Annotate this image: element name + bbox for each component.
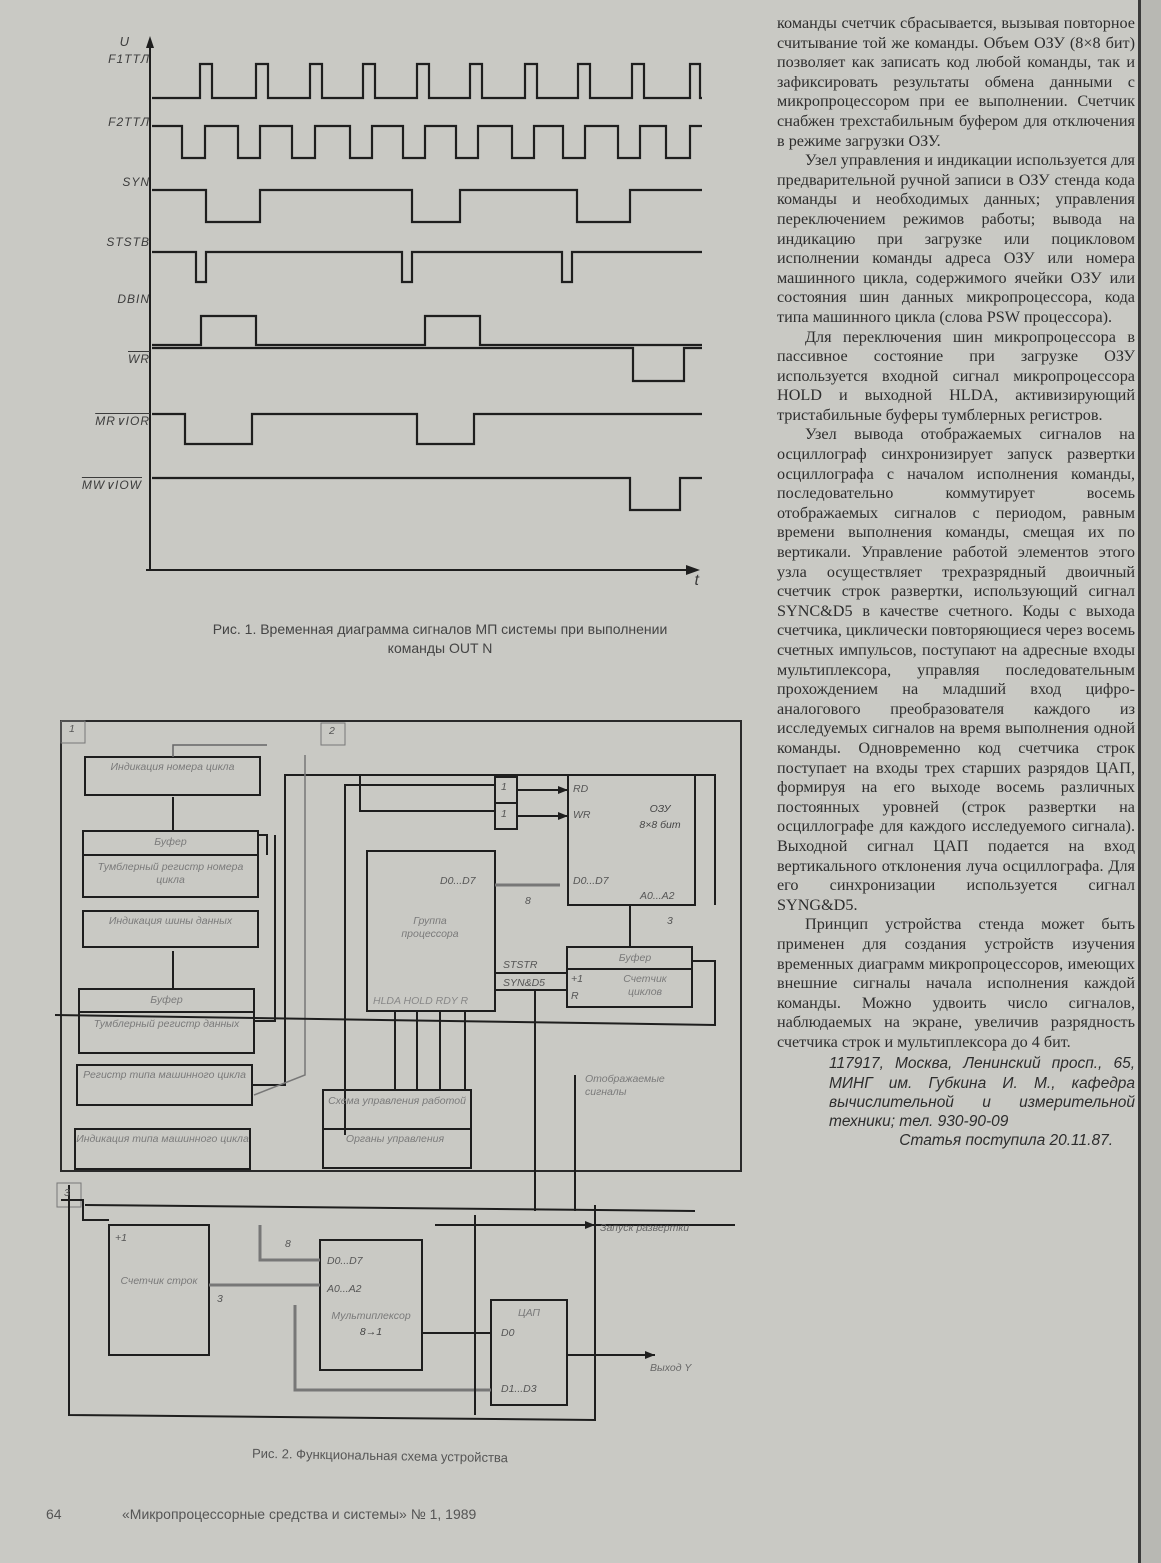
pin-label: +1 bbox=[571, 973, 583, 985]
block-label: Буфер bbox=[618, 952, 652, 964]
received-date: Статья поступила 20.11.87. bbox=[899, 1132, 1113, 1150]
paragraph: Принцип устройства стенда может быть применен для создания устройств изучения временных диаграмм микропроцессоров, имеющих внешние сигналы начала исполнения каждой команды. Можно удвоить число сигналов, наблюдаемых на экране, увеличив разрядность счетчика строк и мультиплексора до 4 бит. bbox=[777, 915, 1135, 1051]
block-label: Группа процессора bbox=[401, 915, 459, 940]
pin-label: R bbox=[571, 990, 579, 1002]
signal-label: DBIN bbox=[117, 292, 150, 306]
wave-mwiow bbox=[152, 478, 702, 510]
pin-label: A0...A2 bbox=[327, 1283, 362, 1295]
block-label: Индикация шины данных bbox=[108, 915, 233, 927]
pin-label: +1 bbox=[115, 1232, 127, 1244]
pin-label: A0...A2 bbox=[640, 890, 675, 902]
pin-label: D1...D3 bbox=[501, 1383, 537, 1395]
block-label: 8→1 bbox=[359, 1326, 383, 1338]
block-label: Регистр типа машинного цикла bbox=[83, 1069, 246, 1081]
wave-mrior bbox=[152, 414, 702, 444]
figure-2-caption: Рис. 2. Функциональная схема устройства bbox=[251, 1445, 509, 1466]
output-y-label: Выход Y bbox=[650, 1362, 692, 1374]
signal-label: MW∨IOW bbox=[81, 478, 142, 492]
pin-label: 1 bbox=[501, 808, 507, 820]
figure-1-caption-line-1: Рис. 1. Временная диаграмма сигналов МП системы при выполнении bbox=[212, 621, 668, 637]
pin-label: 8 bbox=[525, 895, 531, 907]
pin-label: HLDA HOLD RDY R bbox=[373, 995, 469, 1007]
wave-wr bbox=[152, 348, 702, 381]
block-label: Тумблерный регистр данных bbox=[93, 1018, 240, 1030]
pin-label: RD bbox=[573, 783, 589, 795]
pin-label: STSTR bbox=[503, 959, 538, 971]
block-row-counter bbox=[109, 1225, 209, 1355]
section-number: 2 bbox=[329, 725, 335, 737]
figure-2-block-diagram bbox=[55, 715, 755, 1435]
timing-diagram-svg bbox=[60, 30, 750, 590]
block-label: Счетчик циклов bbox=[623, 973, 667, 998]
signal-label: SYN bbox=[122, 175, 150, 189]
wave-syn bbox=[152, 190, 702, 222]
paragraph: команды счетчик сбрасывается, вызывая повторное считывание той же команды. Объем ОЗУ (8×8 бит) позволяет как записать код любой команды, так и зафиксировать результаты обмена данными с микропроцессором при ее выполнении. Счетчик снабжен трехстабильным буфером для отключения в режиме загрузки ОЗУ. bbox=[777, 14, 1135, 150]
block-label: Буфер bbox=[150, 994, 183, 1006]
y-axis-arrow-icon bbox=[146, 36, 154, 48]
signal-label: F1TTЛ bbox=[108, 52, 150, 66]
block-label: Отображаемые сигналы bbox=[585, 1073, 665, 1098]
author-address: 117917, Москва, Ленинский просп., 65, МИНГ им. Губкина И. М., кафедра вычислительной и измерительной техники; тел. 930-90-09 bbox=[829, 1055, 1135, 1131]
sweep-arrow-icon bbox=[585, 1221, 595, 1229]
pin-label: 1 bbox=[501, 781, 507, 793]
paragraph: Узел управления и индикации используется для предварительной ручной записи в ОЗУ стенда кода команды и необходимых данных; управления переключением режимов работы; вывода на индикацию при загрузке или поцикловом исполнении команды адреса ОЗУ или номера машинного цикла, содержимого ячейки ОЗУ или состояния шин данных микропроцессора, кода типа машинного цикла (слова PSW процессора). bbox=[777, 151, 1135, 326]
block-label: Буфер bbox=[154, 836, 187, 848]
signal-label: $\overline{WR}$ bbox=[128, 352, 150, 366]
wave-ststb bbox=[152, 252, 702, 282]
article-text-column bbox=[777, 14, 1135, 1151]
page-gutter-shadow bbox=[1141, 0, 1161, 1563]
pin-label: WR bbox=[573, 809, 591, 821]
x-axis-label: t bbox=[694, 572, 700, 589]
figure-1-caption bbox=[120, 620, 760, 658]
figure-1-timing-diagram bbox=[60, 30, 750, 590]
block-label: Индикация типа машинного цикла bbox=[76, 1133, 249, 1145]
paragraph: Для переключения шин микропроцессора в пассивное состояние при загрузке ОЗУ используется входной сигнал микропроцессора HOLD и выходной HLDA, активизирующий тристабильные буферы тумблерных регистров. bbox=[777, 327, 1135, 424]
block-label: Органы управления bbox=[345, 1133, 445, 1145]
block-label: 8×8 бит bbox=[639, 819, 681, 831]
pin-label: D0 bbox=[501, 1327, 515, 1339]
wave-f1 bbox=[152, 64, 702, 98]
sweep-trigger-label: Запуск развертки bbox=[600, 1222, 690, 1234]
signal-label: F2TTЛ bbox=[108, 115, 150, 129]
pin-label: 3 bbox=[217, 1293, 223, 1305]
section-number: 3 bbox=[64, 1187, 70, 1199]
pin-label: D0...D7 bbox=[440, 875, 476, 887]
wr-arrow-icon bbox=[558, 812, 568, 820]
block-label: ЦАП bbox=[517, 1307, 540, 1319]
rd-arrow-icon bbox=[558, 786, 568, 794]
block-label: Счетчик строк bbox=[120, 1275, 198, 1287]
y-axis-label: U bbox=[119, 34, 130, 49]
block-label: Тумблерный регистр номера цикла bbox=[97, 861, 244, 886]
figure-1-caption-line-2: команды OUT N bbox=[387, 640, 493, 656]
block-label: Индикация номера цикла bbox=[110, 761, 235, 773]
pin-label: SYN&D5 bbox=[503, 977, 546, 989]
journal-footer: «Микропроцессорные средства и системы» № 1, 1989 bbox=[122, 1506, 477, 1522]
paragraph: Узел вывода отображаемых сигналов на осциллограф синхронизирует запуск развертки осциллографа с началом исполнения команды, последовательно коммутирует восемь отображаемых сигналов с периодом, равным времени выполнения команды, смещая их по вертикали. Управление работой элементов этого узла осуществляет трехразрядный двоичный счетчик строк развертки, использующий сигнал SYNC&D5 в качестве счетного. Коды с выхода счетчика, циклически повторяющиеся через восемь счетных импульсов, поступают на адресные входы мультиплексора, управляя последовательным прохождением на младший вход цифро-аналогового преобразователя каждого из исследуемых сигналов на время выполнения одной команды. Одновременно код счетчика строк поступает на входы трех старших разрядов ЦАП, формируя на его выходе восемь различных постоянных уровней (строк развертки на осциллографе для каждого исследуемого сигнала). Выходной сигнал ЦАП подается на вход вертикального отклонения луча осциллографа. Для его синхронизации используется сигнал SYNG&D5. bbox=[777, 425, 1135, 914]
pin-label: 8 bbox=[285, 1238, 291, 1250]
out-y-arrow-icon bbox=[645, 1351, 655, 1359]
wave-f2 bbox=[152, 126, 702, 158]
block-label: Мультиплексор bbox=[331, 1310, 411, 1322]
signal-label: MR∨IOR bbox=[95, 414, 150, 428]
page-edge bbox=[1138, 0, 1141, 1563]
block-label: ОЗУ bbox=[649, 803, 671, 815]
pin-label: D0...D7 bbox=[327, 1255, 363, 1267]
pin-label: D0...D7 bbox=[573, 875, 609, 887]
pin-label: 3 bbox=[667, 915, 673, 927]
page-number: 64 bbox=[46, 1506, 62, 1522]
section-number: 1 bbox=[69, 723, 75, 735]
signal-label: STSTB bbox=[106, 235, 150, 249]
wave-dbin bbox=[152, 316, 702, 345]
block-label: Схема управления работой bbox=[328, 1095, 466, 1107]
